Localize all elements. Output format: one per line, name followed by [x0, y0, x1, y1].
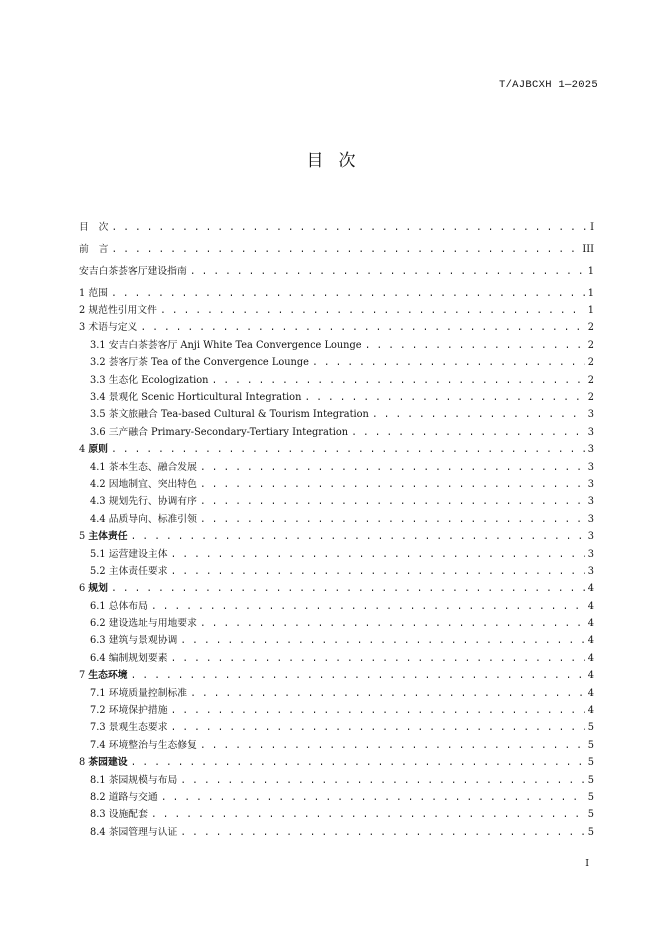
toc-entry-number: 7.3 [90, 722, 106, 734]
dot-leader [200, 476, 585, 493]
toc-entry-page: 3 [587, 444, 594, 456]
toc-entry-label [90, 824, 177, 841]
dot-leader [200, 459, 585, 476]
toc-entry[interactable] [79, 528, 594, 545]
toc-entry-title: 茶园管理与认证 [108, 826, 178, 838]
toc-entry[interactable] [79, 667, 594, 684]
toc-entry-title: 规划先行、协调有序 [108, 496, 197, 508]
toc-entry-label [90, 737, 197, 754]
toc-entry-page: 4 [587, 705, 594, 717]
toc-entry-title: 运营建设主体 [108, 548, 168, 560]
toc-entry-label [90, 685, 187, 702]
dot-leader [304, 389, 584, 406]
toc-entry-title: 三产融合 Primary-Secondary-Tertiary Integration [108, 426, 349, 438]
toc-entry[interactable] [79, 824, 594, 841]
toc-entry-label [90, 772, 177, 789]
dot-leader [190, 685, 585, 702]
toc-entry[interactable] [79, 459, 594, 476]
toc-entry-title: 生态环境 [88, 670, 128, 682]
toc-entry[interactable] [79, 389, 594, 406]
toc-entry-page: 2 [587, 374, 594, 386]
dot-leader [351, 424, 585, 441]
toc-entry[interactable] [79, 241, 594, 258]
toc-entry-title: 术语与定义 [88, 322, 138, 334]
toc-entry-number: 3.2 [90, 357, 106, 369]
toc-entry-label [79, 319, 137, 336]
toc-entry-title: 总体布局 [108, 600, 148, 612]
toc-entry-page: 2 [587, 392, 594, 404]
toc-entry-label [79, 667, 128, 684]
toc-entry[interactable] [79, 476, 594, 493]
toc-entry[interactable] [79, 598, 594, 615]
toc-entry-number: 8 [79, 757, 86, 769]
toc-entry[interactable] [79, 337, 594, 354]
dot-leader [180, 772, 584, 789]
toc-entry-title: 茶文旅融合 Tea-based Cultural & Tourism Integration [108, 409, 369, 421]
toc-entry[interactable] [79, 806, 594, 823]
toc-entry-title: 设施配套 [108, 809, 148, 821]
toc-entry-label [79, 241, 108, 258]
toc-entry[interactable] [79, 719, 594, 736]
toc-entry-page: 5 [587, 826, 594, 838]
toc-entry-number: 4.1 [90, 461, 106, 473]
toc-entry[interactable] [79, 702, 594, 719]
toc-entry-page: 3 [587, 478, 594, 490]
dot-leader [140, 319, 584, 336]
toc-entry-title: 建设选址与用地要求 [108, 618, 197, 630]
dot-leader [365, 337, 585, 354]
dot-leader [131, 754, 585, 771]
toc-entry-label [90, 372, 208, 389]
dot-leader [111, 241, 579, 258]
dot-leader [180, 824, 584, 841]
toc-entry-label [79, 263, 187, 280]
toc-entry-page: 5 [587, 722, 594, 734]
dot-leader [211, 372, 584, 389]
toc-entry[interactable] [79, 772, 594, 789]
toc-entry-label [90, 650, 168, 667]
toc-entry-label [90, 806, 148, 823]
toc-entry-page: 5 [587, 809, 594, 821]
toc-entry-title: 环境保护措施 [108, 705, 168, 717]
toc-entry-page: 4 [587, 687, 594, 699]
dot-leader [171, 650, 585, 667]
toc-entry-title: 景观化 Scenic Horticultural Integration [108, 392, 302, 404]
toc-entry-page: 4 [587, 670, 594, 682]
toc-entry[interactable] [79, 424, 594, 441]
toc-entry-label [90, 598, 148, 615]
toc-entry-title: 安吉白茶荟客厅 Anji White Tea Convergence Lounge [108, 339, 362, 351]
toc-entry-label [90, 511, 197, 528]
toc-entry[interactable] [79, 302, 594, 319]
toc-entry-label [79, 528, 128, 545]
toc-entry[interactable] [79, 372, 594, 389]
dot-leader [131, 667, 585, 684]
toc-entry[interactable] [79, 685, 594, 702]
toc-entry[interactable] [79, 650, 594, 667]
toc-entry[interactable] [79, 354, 594, 371]
dot-leader [372, 406, 585, 423]
toc-entry-title: 茶园建设 [88, 757, 128, 769]
toc-entry-number: 5 [79, 531, 86, 543]
toc-entry-title: 因地制宜、突出特色 [108, 478, 197, 490]
toc-entry-number: 8.4 [90, 826, 106, 838]
toc-entry-title: 目 次 [79, 222, 109, 233]
toc-entry-title: 主体责任要求 [108, 565, 168, 577]
toc-entry-label [79, 754, 128, 771]
toc-entry-number: 2 [79, 305, 86, 317]
dot-leader [190, 263, 585, 280]
page-number: I [585, 858, 589, 869]
toc-entry-number: 8.2 [90, 792, 106, 803]
dot-leader [200, 511, 585, 528]
dot-leader [160, 302, 585, 319]
toc-entry-page: 3 [587, 496, 594, 508]
toc-entry-title: 环境整治与生态修复 [108, 739, 197, 751]
toc-entry-page: 4 [587, 600, 594, 612]
toc-entry[interactable] [79, 285, 594, 302]
toc-entry-label [90, 406, 369, 423]
toc-entry-page: 2 [587, 322, 594, 334]
toc-entry-page: 4 [587, 618, 594, 630]
toc-entry[interactable] [79, 263, 594, 280]
toc-entry-label [90, 424, 348, 441]
toc-entry-number: 8.3 [90, 809, 106, 821]
toc-entry-number: 4.4 [90, 513, 106, 525]
toc-entry-number: 4 [79, 444, 86, 456]
toc-entry-page: 5 [587, 739, 594, 751]
dot-leader [200, 737, 585, 754]
toc-entry[interactable] [79, 219, 594, 236]
toc-entry-number: 3.5 [90, 409, 106, 421]
toc-entry[interactable] [79, 632, 594, 649]
toc-entry-number: 6 [79, 583, 86, 595]
toc-entry-label [79, 441, 108, 458]
toc-entry-number: 6.3 [90, 635, 106, 647]
toc-entry-number: 7.2 [90, 705, 106, 717]
toc-entry-title: 茶园规模与布局 [108, 774, 178, 786]
toc-entry-title: 主体责任 [88, 531, 128, 543]
toc-entry-page: 5 [587, 792, 594, 803]
toc-entry-page: III [582, 243, 594, 255]
toc-entry-title: 规划 [88, 583, 108, 595]
dot-leader [131, 528, 585, 545]
toc-entry-page: 1 [587, 265, 594, 277]
toc-entry-label [79, 302, 157, 319]
toc-entry[interactable] [79, 406, 594, 423]
toc-entry[interactable] [79, 789, 594, 806]
toc-entry-title: 范围 [88, 287, 108, 299]
toc-entry[interactable] [79, 441, 594, 458]
toc-entry-label [79, 580, 108, 597]
toc-entry-number: 3.3 [90, 374, 106, 386]
dot-leader [200, 493, 585, 510]
toc-entry-number: 6.4 [90, 652, 106, 664]
toc-entry-page: 4 [587, 583, 594, 595]
toc-entry-number: 4.2 [90, 478, 106, 490]
toc-entry-number: 4.3 [90, 496, 106, 508]
toc-entry-number: 6.1 [90, 600, 106, 612]
dot-leader [171, 719, 585, 736]
toc-entry-page: I [590, 222, 594, 233]
toc-entry-label [90, 476, 197, 493]
toc-entry-label [90, 493, 197, 510]
toc-entry-title: 荟客厅茶 Tea of the Convergence Lounge [108, 357, 309, 369]
dot-leader [312, 354, 585, 371]
dot-leader [171, 546, 585, 563]
toc-entry[interactable] [79, 754, 594, 771]
toc-entry-title: 规范性引用文件 [88, 305, 157, 317]
page-title: 目次 [306, 151, 371, 171]
toc-entry-number: 3.6 [90, 426, 106, 438]
toc-entry-number: 3.4 [90, 392, 106, 404]
toc-entry-title: 建筑与景观协调 [108, 635, 178, 647]
toc-entry-title: 道路与交通 [108, 792, 158, 803]
toc-entry-number: 3.1 [90, 339, 106, 351]
toc-entry[interactable] [79, 546, 594, 563]
toc-entry-page: 3 [587, 461, 594, 473]
toc-entry[interactable] [79, 319, 594, 336]
toc-entry-label [79, 285, 108, 302]
dot-leader [180, 632, 584, 649]
toc-entry-number: 5.1 [90, 548, 106, 560]
toc-entry-title: 安吉白茶荟客厅建设指南 [79, 265, 187, 277]
toc-entry-page: 1 [587, 287, 594, 299]
toc-entry-title: 原则 [88, 444, 108, 456]
toc-entry-label [90, 546, 168, 563]
dot-leader [200, 615, 585, 632]
toc-entry[interactable] [79, 563, 594, 580]
toc-entry[interactable] [79, 580, 594, 597]
toc-entry-label [90, 789, 158, 806]
toc-entry-page: 5 [587, 774, 594, 786]
toc-entry-page: 2 [587, 339, 594, 351]
toc-entry[interactable] [79, 493, 594, 510]
toc-entry-number: 3 [79, 322, 86, 334]
dot-leader [161, 789, 585, 806]
dot-leader [111, 441, 585, 458]
dot-leader [111, 580, 585, 597]
toc-entry-page: 3 [587, 531, 594, 543]
toc-entry[interactable] [79, 737, 594, 754]
toc-entry-label [90, 337, 362, 354]
toc-entry-title: 景观生态要求 [108, 722, 168, 734]
dot-leader [111, 219, 587, 236]
toc-entry-number: 7.1 [90, 687, 106, 699]
toc-entry-number: 7 [79, 670, 86, 682]
toc-entry-page: 3 [587, 426, 594, 438]
toc-entry-number: 1 [79, 287, 86, 299]
toc-entry-label [90, 719, 168, 736]
table-of-contents [79, 219, 594, 841]
toc-entry-number: 8.1 [90, 774, 106, 786]
toc-entry-page: 1 [587, 305, 594, 317]
toc-entry-number: 6.2 [90, 618, 106, 630]
toc-entry-page: 5 [587, 757, 594, 769]
toc-entry-page: 3 [587, 565, 594, 577]
dot-leader [151, 806, 585, 823]
toc-entry-label [90, 702, 168, 719]
toc-entry-page: 4 [587, 652, 594, 664]
toc-entry-label [90, 615, 197, 632]
toc-entry-page: 3 [587, 513, 594, 525]
toc-entry-label [90, 632, 177, 649]
toc-entry-label [90, 354, 309, 371]
toc-entry-label [79, 219, 108, 236]
toc-entry-page: 2 [587, 357, 594, 369]
toc-entry-title: 生态化 Ecologization [108, 374, 209, 386]
dot-leader [111, 285, 585, 302]
dot-leader [171, 702, 585, 719]
toc-entry-page: 3 [587, 548, 594, 560]
toc-entry-label [90, 563, 168, 580]
toc-entry-label [90, 389, 301, 406]
toc-entry-title: 前 言 [79, 243, 109, 255]
toc-entry-label [90, 459, 197, 476]
toc-entry-title: 茶本生态、融合发展 [108, 461, 197, 473]
toc-entry-page: 3 [587, 409, 594, 421]
toc-entry-number: 7.4 [90, 739, 106, 751]
document-code: T/AJBCXH 1—2025 [498, 79, 598, 91]
toc-entry-title: 编制规划要素 [108, 652, 168, 664]
toc-entry-title: 品质导向、标准引领 [108, 513, 197, 525]
dot-leader [151, 598, 585, 615]
toc-entry-page: 4 [587, 635, 594, 647]
toc-entry-number: 5.2 [90, 565, 106, 577]
toc-entry[interactable] [79, 511, 594, 528]
toc-entry[interactable] [79, 615, 594, 632]
toc-entry-title: 环境质量控制标准 [108, 687, 188, 699]
dot-leader [171, 563, 585, 580]
